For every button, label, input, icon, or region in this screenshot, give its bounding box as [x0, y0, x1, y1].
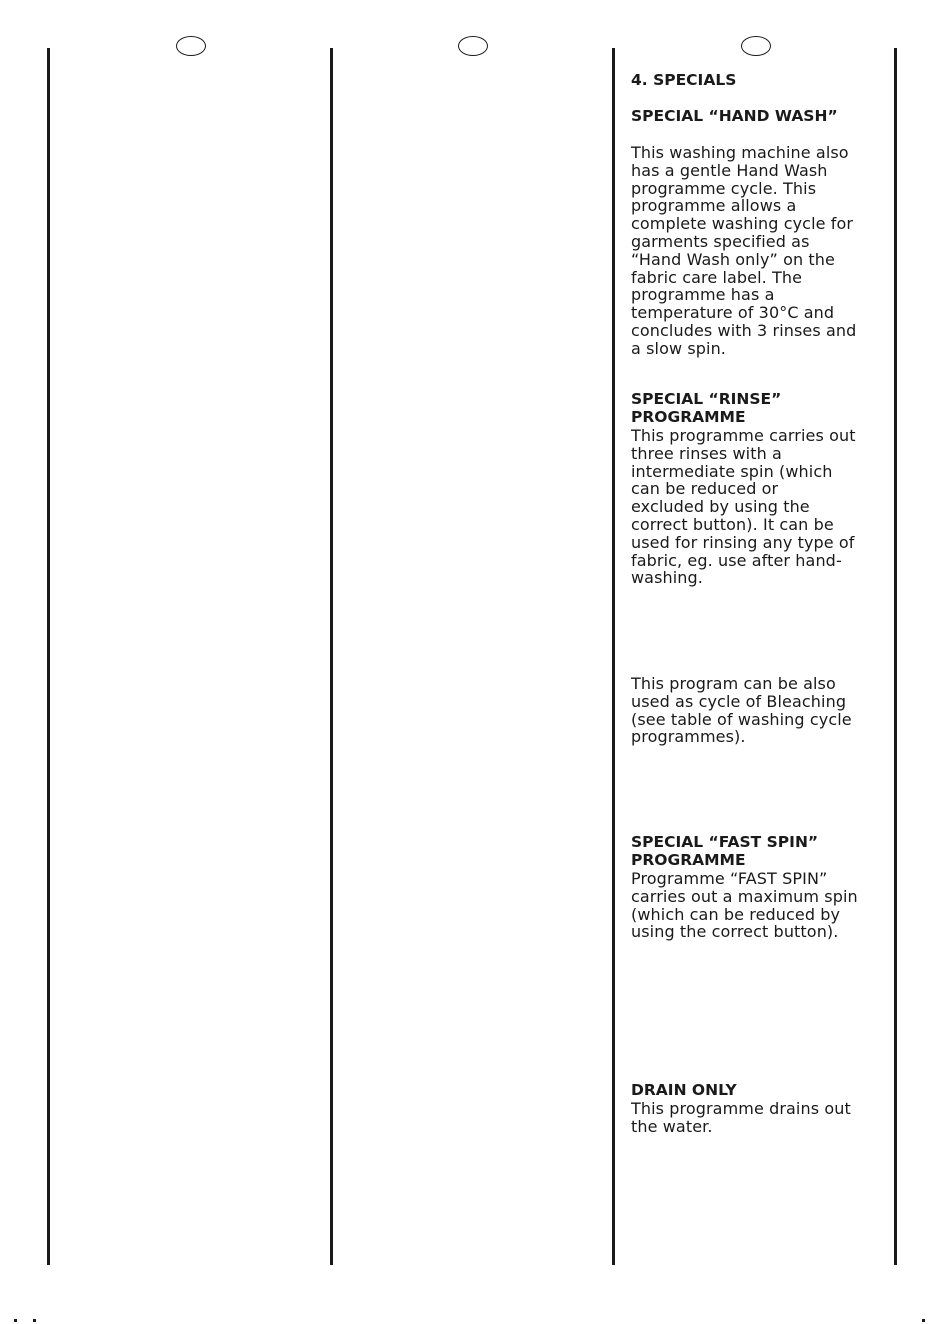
language-badge-column-2 [458, 36, 488, 56]
fast-spin-heading: SPECIAL “FAST SPIN” PROGRAMME [631, 833, 819, 869]
hand-wash-heading: SPECIAL “HAND WASH” [631, 107, 838, 125]
registration-mark-left [14, 1319, 17, 1322]
drain-only-heading: DRAIN ONLY [631, 1081, 737, 1099]
rinse-text: This programme carries out three rinses with a intermediate spin (which can be reduced or excluded by using the correct button). It can be used for rinsing any type of fabric, eg. use after hand- washing. [631, 426, 856, 588]
rinse-heading: SPECIAL “RINSE” PROGRAMME [631, 390, 782, 426]
registration-mark-left-2 [33, 1319, 36, 1322]
language-badge-column-1 [176, 36, 206, 56]
registration-mark-right [922, 1319, 925, 1322]
column-divider-middle-left [330, 48, 333, 1265]
fast-spin-text: Programme “FAST SPIN” carries out a maximum spin (which can be reduced by using the correct button). [631, 869, 858, 942]
column-divider-left [47, 48, 50, 1265]
hand-wash-text: This washing machine also has a gentle Hand Wash programme cycle. This programme allows a complete washing cycle for garments specified as “Hand Wash only” on the fabric care label. The programme has a temperature of 30°C and concludes with 3 rinses and a slow spin. [631, 143, 857, 358]
rinse-bleaching-note: This program can be also used as cycle of Bleaching (see table of washing cycle programmes). [631, 674, 852, 747]
column-divider-middle-right [612, 48, 615, 1265]
section-title: 4. SPECIALS [631, 71, 737, 89]
column-divider-right [894, 48, 897, 1265]
drain-only-text: This programme drains out the water. [631, 1099, 851, 1136]
language-badge-column-3 [741, 36, 771, 56]
